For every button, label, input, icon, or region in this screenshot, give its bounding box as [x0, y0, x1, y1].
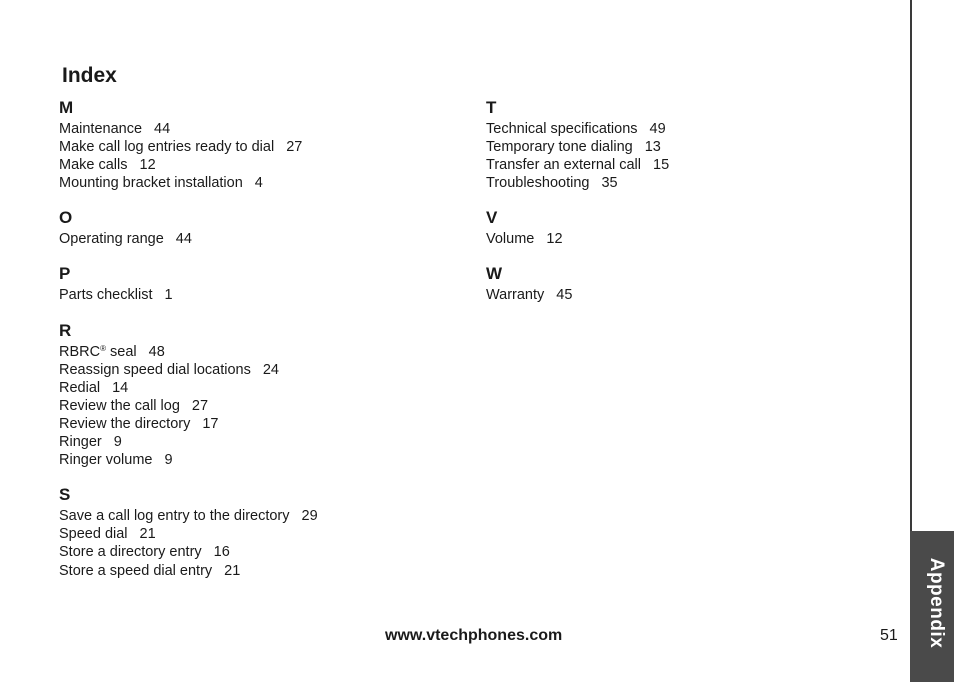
entry-text: Reassign speed dial locations: [59, 361, 251, 378]
entry-text: Save a call log entry to the directory: [59, 508, 290, 525]
entry-text: Warranty: [486, 287, 545, 304]
index-entry: [59, 138, 318, 156]
entry-text: Ringer volume: [59, 452, 153, 469]
index-entry: [59, 120, 318, 138]
section-letter: R: [59, 320, 72, 340]
entry-text: Speed dial: [59, 526, 128, 543]
entry-text: Make calls: [59, 157, 128, 174]
entry-page-number: 17: [202, 415, 219, 432]
section-letter: M: [59, 98, 74, 117]
entry-text: Temporary tone dialing: [486, 139, 633, 156]
appendix-tab-label: Appendix: [926, 557, 947, 649]
entry-page-number: 45: [556, 287, 573, 304]
page-title: Index: [62, 64, 117, 87]
entry-text-suffix: seal: [106, 343, 137, 360]
section-letter: S: [59, 485, 71, 505]
entry-text: Maintenance: [59, 121, 143, 137]
side-rule: [910, 0, 912, 531]
index-section: [59, 96, 318, 192]
entry-page-number: 13: [644, 139, 661, 156]
index-section: [486, 262, 669, 304]
index-entry: [59, 156, 318, 174]
index-section: [59, 206, 318, 248]
index-entry: [59, 230, 318, 248]
entry-page-number: 35: [601, 175, 618, 192]
entry-page-number: 1: [164, 287, 173, 304]
section-letter: T: [486, 98, 497, 117]
entry-text: Store a speed dial entry: [59, 562, 213, 579]
entry-text: RBRC: [59, 343, 101, 360]
section-letter: P: [59, 264, 71, 284]
index-entry: [59, 415, 318, 433]
entry-text: Make call log entries ready to dial: [59, 139, 275, 156]
index-entry: [486, 286, 669, 304]
entry-page-number: 4: [254, 175, 263, 192]
index-section: [59, 483, 318, 579]
index-section: [486, 96, 669, 192]
index-entry: [59, 562, 318, 580]
index-entry: [59, 286, 318, 304]
footer-url: www.vtechphones.com: [385, 627, 563, 644]
index-entry: [59, 379, 318, 397]
entry-page-number: 44: [154, 121, 171, 137]
index-entry: [59, 451, 318, 469]
index-entry: [59, 361, 318, 379]
entry-page-number: 24: [262, 361, 279, 378]
index-entry: [486, 138, 669, 156]
entry-text: Ringer: [59, 434, 102, 451]
entry-page-number: 29: [301, 508, 318, 525]
index-entry: [59, 397, 318, 415]
index-section: [59, 262, 318, 304]
entry-page-number: 27: [191, 397, 209, 414]
index-entry: [59, 433, 318, 451]
entry-page-number: 12: [139, 157, 156, 174]
section-letter: V: [486, 208, 498, 228]
registered-mark: ®: [100, 343, 106, 353]
section-letter: W: [486, 264, 503, 284]
entry-text: Volume: [486, 231, 535, 248]
index-entry: [486, 230, 669, 248]
entry-text: Parts checklist: [59, 287, 153, 304]
index-section: [59, 319, 318, 470]
index-entry: [486, 120, 669, 138]
entry-page-number: 9: [164, 452, 173, 469]
entry-page-number: 27: [286, 139, 303, 156]
entry-page-number: 15: [653, 157, 670, 174]
entry-text: Store a directory entry: [59, 544, 202, 561]
index-entry: [59, 174, 318, 192]
entry-text: Operating range: [59, 231, 164, 248]
page-number: 51: [880, 627, 898, 644]
entry-page-number: 12: [546, 231, 563, 248]
entry-text: Review the call log: [59, 397, 180, 414]
entry-text: Transfer an external call: [486, 157, 642, 174]
entry-text: Troubleshooting: [486, 175, 590, 192]
entry-page-number: 49: [649, 121, 666, 137]
entry-page-number: 21: [224, 562, 241, 579]
entry-text: Redial: [59, 379, 101, 396]
entry-text: Review the directory: [59, 415, 191, 432]
index-column-right: [486, 96, 669, 319]
index-entry: [59, 543, 318, 561]
entry-page-number: 16: [213, 544, 230, 561]
index-entry: [59, 343, 318, 361]
entry-text: Mounting bracket installation: [59, 175, 243, 192]
index-entry: [486, 174, 669, 192]
index-column-left: [59, 96, 318, 594]
index-entry: [486, 156, 669, 174]
index-entry: [59, 507, 318, 525]
index-section: [486, 206, 669, 248]
index-entry: [59, 525, 318, 543]
entry-page-number: 21: [139, 526, 156, 543]
entry-page-number: 48: [148, 343, 165, 360]
section-letter: O: [59, 208, 73, 228]
entry-page-number: 14: [112, 379, 129, 396]
entry-text: Technical specifications: [486, 121, 638, 137]
entry-page-number: 9: [113, 434, 122, 451]
entry-page-number: 44: [175, 231, 192, 248]
